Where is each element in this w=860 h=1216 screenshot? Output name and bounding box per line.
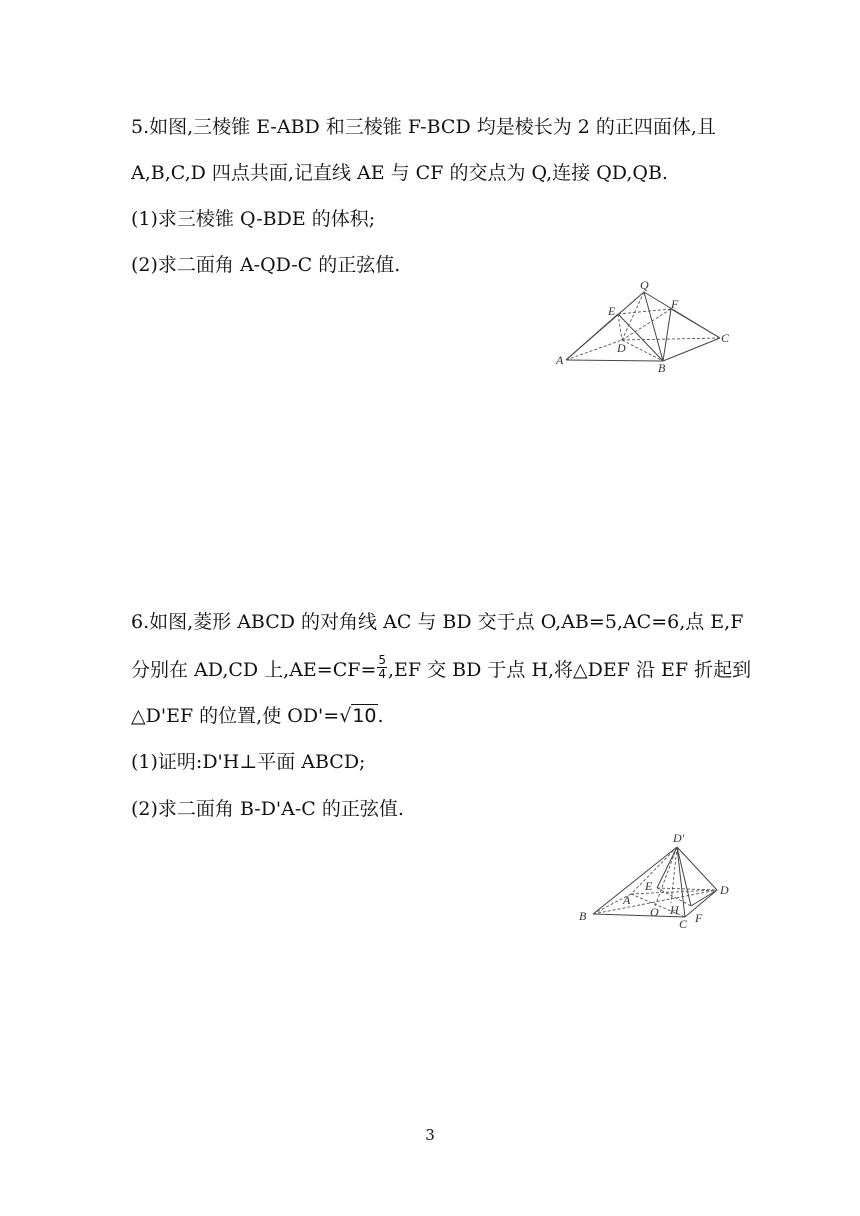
label-E: E [608,304,616,318]
label-A: A [623,893,631,907]
problem5-question1: (1)求三棱锥 Q-BDE 的体积; [131,208,376,230]
problem6-question1: (1)证明:D'H⊥平面 ABCD; [131,751,366,773]
label-C: C [721,331,730,345]
problem5-line1: 5.如图,三棱锥 E-ABD 和三棱锥 F-BCD 均是棱长为 2 的正四面体,且 [131,116,716,138]
problem6-line2-start: 分别在 AD,CD 上,AE=CF= [131,659,377,681]
problem5-figure [550,278,740,378]
page-number: 3 [425,1126,435,1144]
label-A: A [556,353,564,367]
label-B: B [658,361,666,375]
label-F: F [695,911,703,925]
label-D: D [617,341,626,355]
label-C: C [679,917,688,931]
problem5-question2: (2)求二面角 A-QD-C 的正弦值. [131,254,401,276]
problem6-line2 [131,652,752,681]
label-E: E [645,879,653,893]
problem6-line3 [131,707,384,726]
label-O: O [650,905,659,919]
label-H: H [670,903,679,917]
sqrt-symbol: √ [339,705,352,727]
problem5-line2: A,B,C,D 四点共面,记直线 AE 与 CF 的交点为 Q,连接 QD,QB. [131,162,668,184]
fraction-denominator: 4 [378,666,386,681]
label-Q: Q [640,278,649,292]
label-B: B [579,909,587,923]
fraction-numerator: 5 [378,652,386,667]
sqrt-ten [339,707,377,726]
problem6-line2-end: ,EF 交 BD 于点 H,将△DEF 沿 EF 折起到 [388,659,752,681]
sqrt-radicand: 10 [352,705,377,727]
label-F: F [671,297,679,311]
label-D-prime: D′ [673,831,685,845]
problem6-line1: 6.如图,菱形 ABCD 的对角线 AC 与 BD 交于点 O,AB=5,AC=6,点 E,F [131,611,744,633]
problem6-question2: (2)求二面角 B-D'A-C 的正弦值. [131,798,404,820]
fraction-five-fourths [377,654,387,680]
problem6-line3-start: △D'EF 的位置,使 OD'= [131,705,340,727]
label-D: D [720,883,729,897]
problem6-line3-end: . [377,705,384,727]
problem6-figure [575,828,740,933]
